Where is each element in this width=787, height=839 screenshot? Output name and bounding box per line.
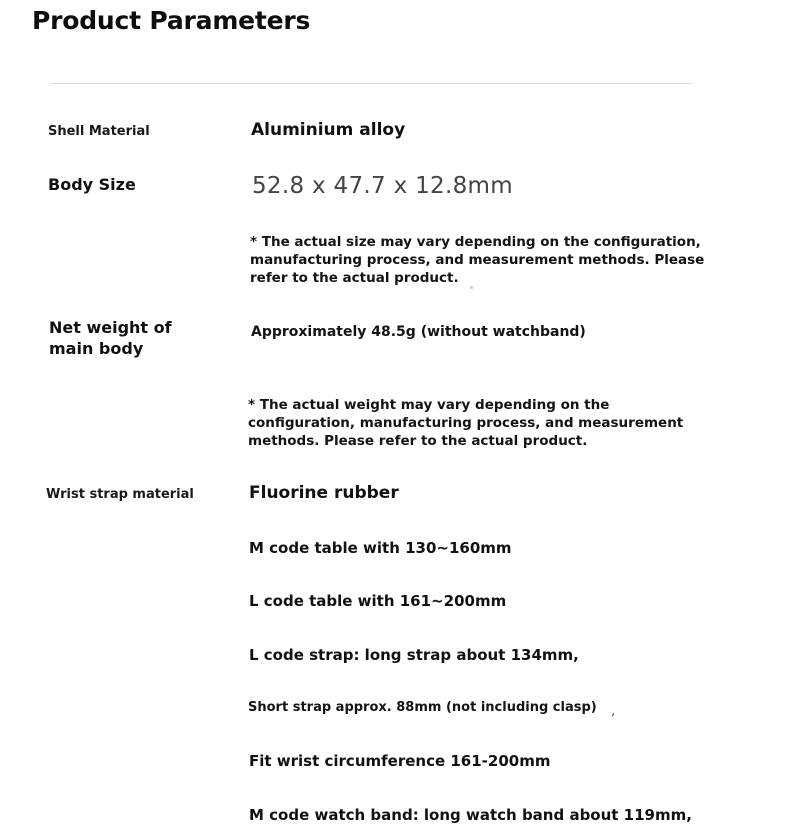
body-size-note-line: manufacturing process, and measurement methods. Please xyxy=(250,252,705,268)
body-size-label: Body Size xyxy=(48,175,136,194)
net-weight-note-line: methods. Please refer to the actual product. xyxy=(248,433,588,449)
page-title: Product Parameters xyxy=(32,6,311,35)
net-weight-note xyxy=(248,396,683,450)
net-weight-label xyxy=(49,317,172,359)
shell-material-value: Aluminium alloy xyxy=(251,120,406,140)
body-size-note-line: refer to the actual product. xyxy=(250,270,459,286)
image-artifact-dot xyxy=(470,286,473,289)
title-divider xyxy=(50,83,693,84)
wrist-strap-value: Fluorine rubber xyxy=(249,483,399,503)
wrist-strap-line: Fit wrist circumference 161-200mm xyxy=(249,752,551,770)
net-weight-note-line: * The actual weight may vary depending on the xyxy=(248,397,610,413)
body-size-note-line: * The actual size may vary depending on the configuration, xyxy=(250,234,701,250)
wrist-strap-line: L code strap: long strap about 134mm, xyxy=(249,646,579,664)
net-weight-label-line: main body xyxy=(49,339,144,358)
net-weight-value: Approximately 48.5g (without watchband) xyxy=(251,324,586,340)
body-size-note xyxy=(250,233,704,287)
wrist-strap-line: L code table with 161~200mm xyxy=(249,592,507,610)
wrist-strap-line: M code watch band: long watch band about 119mm, xyxy=(249,806,692,824)
shell-material-label: Shell Material xyxy=(48,124,150,139)
wrist-strap-label: Wrist strap material xyxy=(46,487,194,502)
wrist-strap-line: M code table with 130~160mm xyxy=(249,539,512,557)
body-size-value: 52.8 x 47.7 x 12.8mm xyxy=(252,173,513,199)
stray-comma: , xyxy=(611,704,616,719)
net-weight-label-line: Net weight of xyxy=(49,318,172,337)
net-weight-note-line: configuration, manufacturing process, and measurement xyxy=(248,415,684,431)
wrist-strap-line: Short strap approx. 88mm (not including clasp) xyxy=(248,700,597,715)
